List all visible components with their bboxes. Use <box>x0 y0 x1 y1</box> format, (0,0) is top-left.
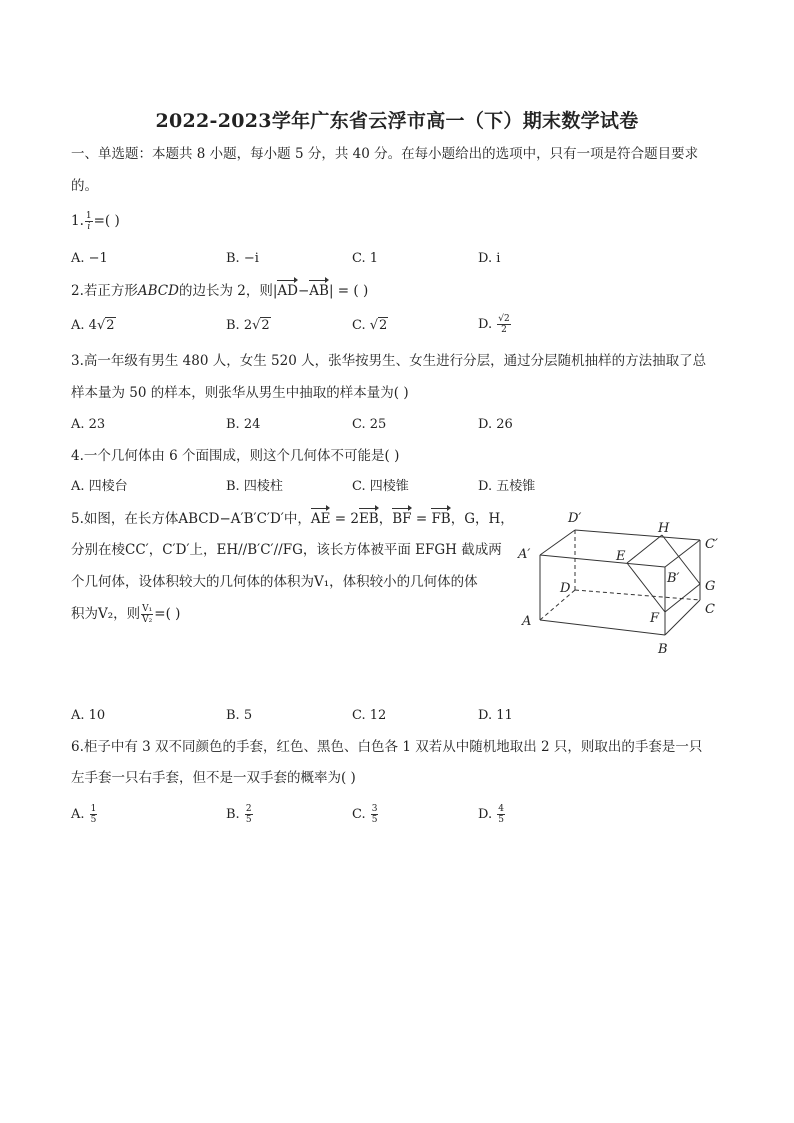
cuboid-figure <box>510 505 730 665</box>
question-5-line3: 个几何体，设体积较大的几何体的体积为V₁，体积较小的几何体的体 <box>71 574 478 590</box>
q6-option-c[interactable]: C. $\frac{3}{5}$ <box>352 804 378 825</box>
edge-bc <box>665 600 700 635</box>
q2-option-b[interactable]: B. 2√2 <box>226 316 271 336</box>
q5-option-c[interactable]: C. 12 <box>352 708 387 723</box>
edge-b1c1 <box>665 540 700 567</box>
fraction: $\frac{\text{V₁}}{\text{V₂}}$ <box>142 604 153 625</box>
q3-option-d[interactable]: D. 26 <box>478 417 513 432</box>
q3-option-a[interactable]: A. 23 <box>71 417 106 432</box>
q1-option-a[interactable]: A. −1 <box>71 251 108 266</box>
fraction: $\frac{1}{5}$ <box>90 804 97 825</box>
sqrt-symbol: √2 <box>96 318 115 333</box>
vector-ab: AB <box>309 283 329 299</box>
q1-option-d[interactable]: D. i <box>478 251 501 266</box>
label-b: B <box>658 642 668 657</box>
question-5-line4: 积为V₂，则 $\frac{\text{V₁}}{\text{V₂}}$ =( ) <box>71 604 181 625</box>
label-g: G <box>705 579 716 594</box>
q1-option-b[interactable]: B. −i <box>226 251 259 266</box>
edge-d1c1 <box>575 530 700 540</box>
q4-option-c[interactable]: C. 四棱锥 <box>352 479 409 494</box>
question-5-line2: 分别在棱CC′，C′D′上，EH//B′C′//FG，该长方体被平面 EFGH 截成两 <box>71 542 502 558</box>
q1-option-c[interactable]: C. 1 <box>352 251 379 266</box>
question-6-line2: 左手套一只右手套，但不是一双手套的概率为( ) <box>71 770 356 786</box>
edge-a1b1 <box>540 555 665 567</box>
q4-option-b[interactable]: B. 四棱柱 <box>226 479 283 494</box>
question-1-stem: 1. $\frac{1}{i}$ =( ) <box>71 211 120 232</box>
section-header-line2: 的。 <box>71 178 98 194</box>
q3-option-b[interactable]: B. 24 <box>226 417 261 432</box>
question-4-stem: 4.一个几何体由 6 个面围成，则这个几何体不可能是( ) <box>71 448 400 464</box>
fraction: $\frac{3}{5}$ <box>371 804 378 825</box>
vector-bf: BF <box>392 511 412 527</box>
q2-option-d[interactable]: D. $\frac{√2}{2}$ <box>478 314 510 335</box>
q6-option-a[interactable]: A. $\frac{1}{5}$ <box>71 804 97 825</box>
exam-title: 2022-2023学年广东省云浮市高一（下）期末数学试卷 <box>155 110 639 132</box>
fraction: $\frac{1}{i}$ <box>85 211 92 232</box>
edge-ef <box>627 563 665 612</box>
q4-option-d[interactable]: D. 五棱锥 <box>478 479 536 494</box>
q2-option-a[interactable]: A. 4√2 <box>71 316 116 336</box>
q5-option-d[interactable]: D. 11 <box>478 708 513 723</box>
edge-a1d1 <box>540 530 575 555</box>
label-a-prime: A′ <box>518 547 531 562</box>
label-c: C <box>705 602 715 617</box>
label-d-prime: D′ <box>568 511 582 526</box>
q6-option-b[interactable]: B. $\frac{2}{5}$ <box>226 804 252 825</box>
label-h: H <box>658 521 670 536</box>
q4-option-a[interactable]: A. 四棱台 <box>71 479 128 494</box>
q5-option-b[interactable]: B. 5 <box>226 708 253 723</box>
edge-fg <box>665 584 700 612</box>
fraction: $\frac{4}{5}$ <box>498 804 504 825</box>
q6-option-d[interactable]: D. $\frac{4}{5}$ <box>478 804 504 825</box>
label-f: F <box>650 611 660 626</box>
question-5-line1: 5.如图，在长方体ABCD−A′B′C′D′中，AE = 2EB，BF = FB，G，H， <box>71 511 514 527</box>
question-6-line1: 6.柜子中有 3 双不同颜色的手套，红色、黑色、白色各 1 双若从中随机地取出 2 只，则取出的手套是一只 <box>71 739 703 755</box>
q3-option-c[interactable]: C. 25 <box>352 417 387 432</box>
label-d: D <box>560 581 571 596</box>
label-a: A <box>522 614 532 629</box>
label-b-prime: B′ <box>667 571 680 586</box>
edge-eh <box>627 535 662 563</box>
question-number: 1. <box>71 213 84 229</box>
label-e: E <box>616 549 626 564</box>
vector-eb: EB <box>358 511 379 527</box>
vector-ae: AE <box>310 511 331 527</box>
q5-option-a[interactable]: A. 10 <box>71 708 106 723</box>
sqrt-symbol: √2 <box>369 318 388 333</box>
question-2-stem: 2.若正方形ABCD的边长为 2，则|AD−AB| = ( ) <box>71 283 369 299</box>
question-3-line2: 样本量为 50 的样本，则张华从男生中抽取的样本量为( ) <box>71 385 409 401</box>
label-c-prime: C′ <box>705 537 718 552</box>
sqrt-symbol: √2 <box>252 318 270 333</box>
q2-option-c[interactable]: C. √2 <box>352 316 388 336</box>
vector-fb: FB <box>431 511 451 527</box>
edge-ab <box>540 620 665 635</box>
vector-ad: AD <box>277 283 298 299</box>
question-3-line1: 3.高一年级有男生 480 人，女生 520 人，张华按男生、女生进行分层，通过分层随机抽样的方法抽取了总 <box>71 353 707 369</box>
fraction: $\frac{2}{5}$ <box>245 804 252 825</box>
fraction: $\frac{√2}{2}$ <box>498 314 510 335</box>
section-header-line1: 一、单选题：本题共 8 小题，每小题 5 分，共 40 分。在每小题给出的选项中，只有一项是符合题目要求 <box>71 146 699 162</box>
